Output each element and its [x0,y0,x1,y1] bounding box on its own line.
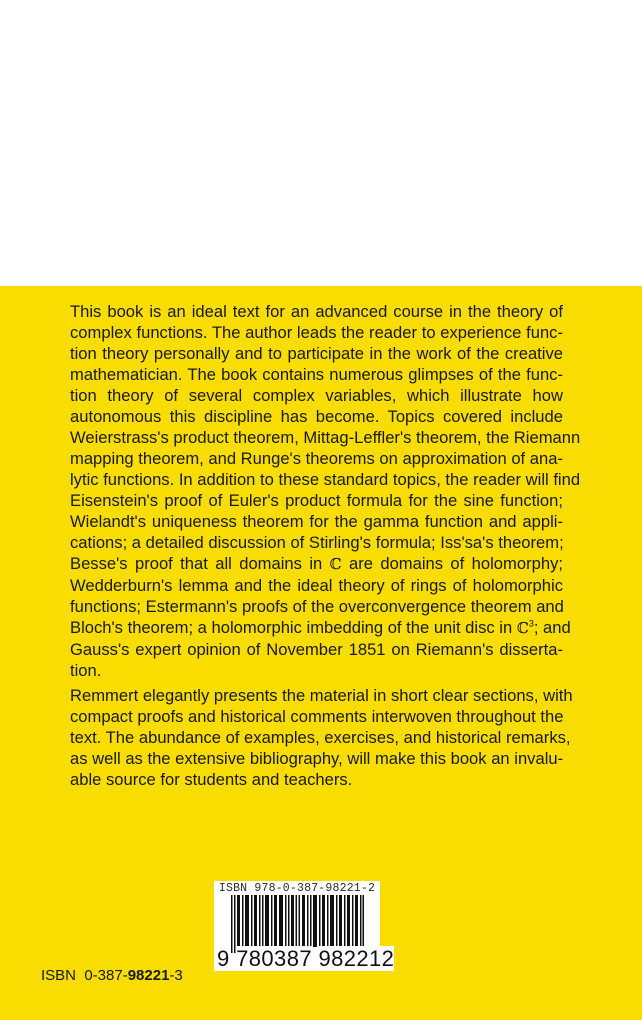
blank-cover-top [0,0,642,286]
text-line: functions; Estermann's proofs of the overconvergence theorem and [70,597,564,616]
isbn10-prefix: ISBN 0-387- [41,967,128,984]
isbn10-label [41,967,183,984]
barcode-digits [217,948,394,970]
description-paragraph-2 [70,685,573,790]
text-line: Weierstrass's product theorem, Mittag-Leffler's theorem, the Riemann [70,428,581,447]
isbn10-suffix: -3 [169,967,183,984]
text-fragment: are domains of holomorphy; [348,554,563,573]
isbn10-bold-part: 98221 [127,967,170,984]
text-line: text. The abundance of examples, exercises, and historical remarks, [70,728,571,747]
text-line: Gauss's expert opinion of November 1851 on Riemann's disserta- [70,640,563,659]
text-line: complex functions. The author leads the reader to experience func- [70,323,563,342]
text-line: autonomous this discipline has become. Topics covered include [70,407,563,426]
text-fragment: ; and [533,618,571,637]
barcode-digits-group-1: 780387 [236,946,312,971]
text-fragment: Besse's proof that all domains in [70,554,323,573]
text-line: able source for students and teachers. [70,770,353,789]
text-line: tion. [70,661,102,680]
text-line: This book is an ideal text for an advanced course in the theory of [70,302,563,321]
isbn13-label: ISBN 978-0-387-98221-2 [218,882,376,895]
text-line [70,553,563,575]
complex-numbers-symbol: ℂ [516,619,529,637]
isbn-barcode [214,881,395,971]
complex-numbers-symbol: ℂ [329,555,342,573]
text-line [70,617,571,639]
text-line: Wielandt's uniqueness theorem for the gamma function and appli- [70,512,563,531]
text-line: Wedderburn's lemma and the ideal theory of rings of holomorphic [70,576,563,595]
text-line: compact proofs and historical comments interwoven throughout the [70,707,564,726]
book-description [70,301,581,790]
text-line: as well as the extensive bibliography, will make this book an invalu- [70,749,564,768]
text-line: tion theory of several complex variables, which illustrate how [70,386,563,405]
text-line: lytic functions. In addition to these standard topics, the reader will find [70,470,581,489]
text-line: cations; a detailed discussion of Stirling's formula; Iss'sa's theorem; [70,533,564,552]
barcode-digit-lead: 9 [217,946,230,971]
barcode-bars-icon [231,895,364,953]
description-paragraph-1 [70,301,581,681]
text-line: Eisenstein's proof of Euler's product formula for the sine function; [70,491,563,510]
text-line: mapping theorem, and Runge's theorems on approximation of ana- [70,449,563,468]
text-line: Remmert elegantly presents the material in short clear sections, with [70,686,573,705]
text-fragment: Bloch's theorem; a holomorphic imbedding of the unit disc in [70,618,513,637]
superscript: 3 [528,618,534,629]
text-line: tion theory personally and to participate in the work of the creative [70,344,563,363]
barcode-digits-group-2: 982212 [318,946,395,971]
text-line: mathematician. The book contains numerous glimpses of the func- [70,365,563,384]
